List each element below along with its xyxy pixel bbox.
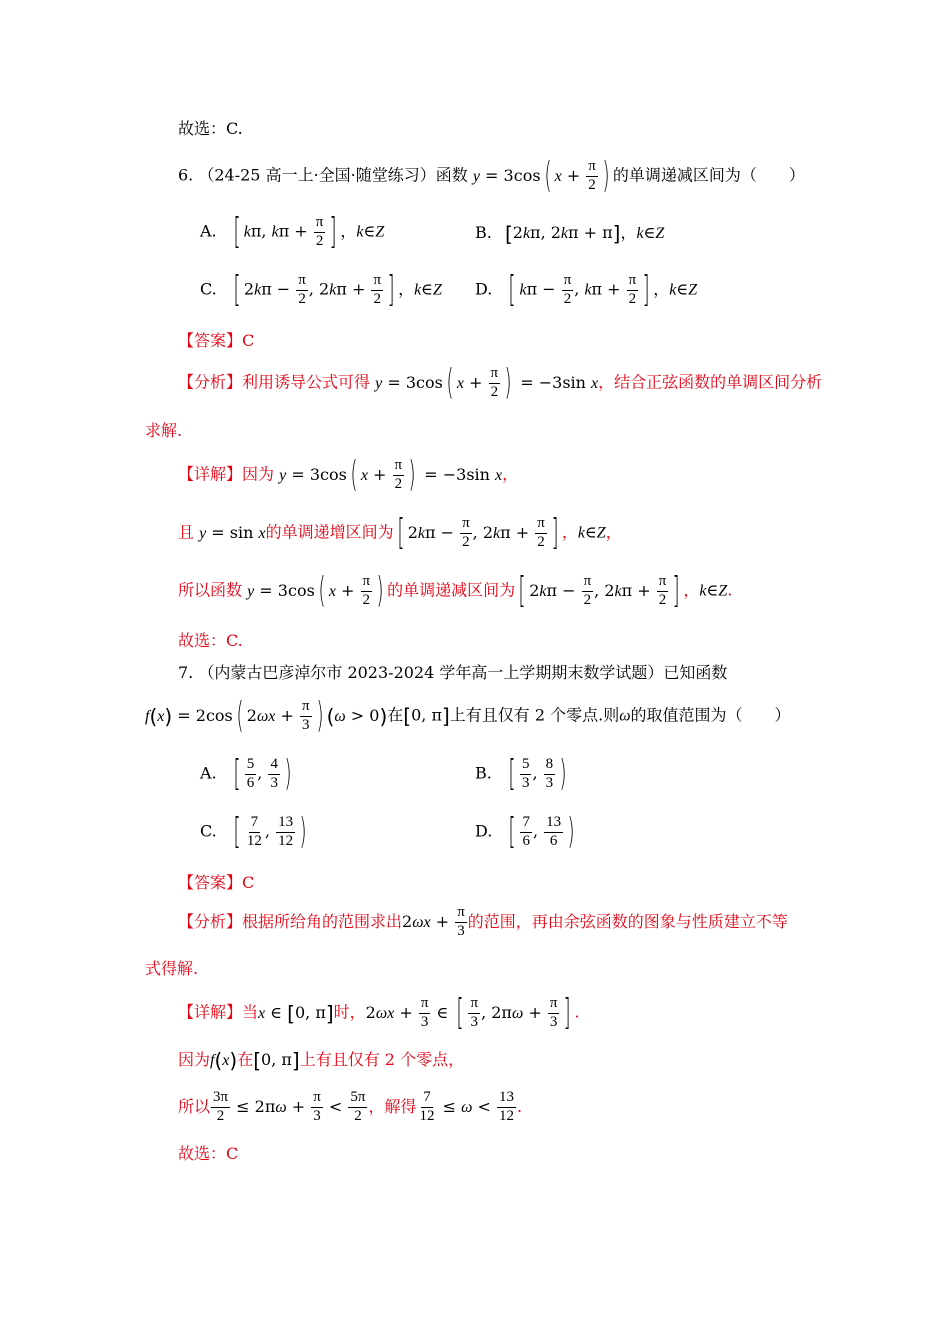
q6-analysis: 【分析】利用诱导公式可得 y = 3cos( x + $\frac{\pi}{2}$ ) = −3sin x，结合正弦函数的单调区间分析 bbox=[178, 362, 823, 403]
q6-option-b[interactable]: B. [2kπ, 2kπ + π]，k∈Z bbox=[475, 221, 665, 246]
q6-option-a[interactable]: A. [ kπ, kπ + $\frac{\pi}{2}$ ] ，k∈Z bbox=[200, 211, 385, 252]
q6-function: y = 3cos( x + $\frac{\pi}{2}$ ) bbox=[472, 155, 610, 196]
q6-source: （24-25 高一上·全国·随堂练习） bbox=[198, 165, 436, 185]
q6-detail-2: 且 y = sin x的单调递增区间为[ 2kπ − $\frac{\pi}{2}$ , 2kπ + $\frac{\pi}{2}$ ] ，k∈Z， bbox=[178, 512, 622, 553]
q7-stem bbox=[178, 660, 727, 683]
q6-number: 6. bbox=[178, 165, 194, 185]
q6-stem bbox=[178, 155, 805, 196]
q6-answer: 【答案】C bbox=[178, 331, 255, 350]
q7-analysis-cont: 式得解. bbox=[145, 959, 199, 978]
q6-detail-1: 【详解】因为 y = 3cos( x + $\frac{\pi}{2}$ ) = −3sin x， bbox=[178, 454, 519, 495]
q6-detail-3: 所以函数 y = 3cos( x + $\frac{\pi}{2}$ ) 的单调递减区间为[ 2kπ − $\frac{\pi}{2}$ , 2kπ + $\frac{\pi}{2}$ ] ，k∈Z. bbox=[178, 570, 733, 611]
q7-option-d[interactable]: D. [ $\frac{7}{6}$ , $\frac{13}{6}$ ) bbox=[475, 811, 575, 852]
q6-option-d[interactable]: D. [ kπ − $\frac{\pi}{2}$ , kπ + $\frac{\pi}{2}$ ] ，k∈Z bbox=[475, 269, 698, 310]
q7-option-a[interactable]: A. [ $\frac{5}{6}$ , $\frac{4}{3}$ ) bbox=[200, 753, 292, 794]
q7-number: 7. bbox=[178, 663, 194, 682]
q7-source: （内蒙古巴彦淖尔市 2023-2024 学年高一上学期期末数学试题）已知函数 bbox=[198, 663, 728, 682]
q7-answer: 【答案】C bbox=[178, 873, 255, 892]
q6-stem-pre: 函数 bbox=[435, 165, 468, 185]
q7-stem-cont: f(x) = 2cos( 2ωx + $\frac{\pi}{3}$ ) (ω > 0)在[0, π]上有且仅有 2 个零点.则ω的取值范围为（ ） bbox=[145, 695, 791, 736]
q7-conclusion: 故选：C bbox=[178, 1144, 239, 1163]
q6-stem-post: 的单调递减区间为（ ） bbox=[612, 165, 805, 185]
q7-detail-3: 所以 $\frac{3\pi}{2}$ ≤ 2πω + $\frac{\pi}{3}$ < $\frac{5\pi}{2}$ ，解得 $\frac{7}{12}$ ≤ ω < $\frac{13}{12}$ . bbox=[178, 1089, 523, 1124]
q6-option-c[interactable]: C. [ 2kπ − $\frac{\pi}{2}$ , 2kπ + $\frac{\pi}{2}$ ] ，k∈Z bbox=[200, 269, 442, 310]
q7-option-b[interactable]: B. [ $\frac{5}{3}$ , $\frac{8}{3}$ ) bbox=[475, 753, 567, 794]
q7-detail-1: 【详解】当x ∈ [0, π]时，2ωx + $\frac{\pi}{3}$ ∈ [ $\frac{\pi}{3}$ , 2πω + $\frac{\pi}{3}$ ] . bbox=[178, 992, 580, 1033]
q5-conclusion: 故选：C. bbox=[178, 119, 243, 138]
q7-detail-2: 因为f(x)在[0, π]上有且仅有 2 个零点， bbox=[178, 1048, 465, 1073]
q6-conclusion: 故选：C. bbox=[178, 631, 243, 650]
q7-analysis: 【分析】根据所给角的范围求出2ωx + $\frac{\pi}{3}$ 的范围，再由余弦函数的图象与性质建立不等 bbox=[178, 904, 788, 939]
q7-function: f(x) = 2cos( 2ωx + $\frac{\pi}{3}$ ) (ω > 0) bbox=[145, 695, 388, 736]
q6-analysis-cont: 求解. bbox=[145, 421, 183, 440]
q7-option-c[interactable]: C. [ $\frac{7}{12}$ , $\frac{13}{12}$ ) bbox=[200, 811, 307, 852]
